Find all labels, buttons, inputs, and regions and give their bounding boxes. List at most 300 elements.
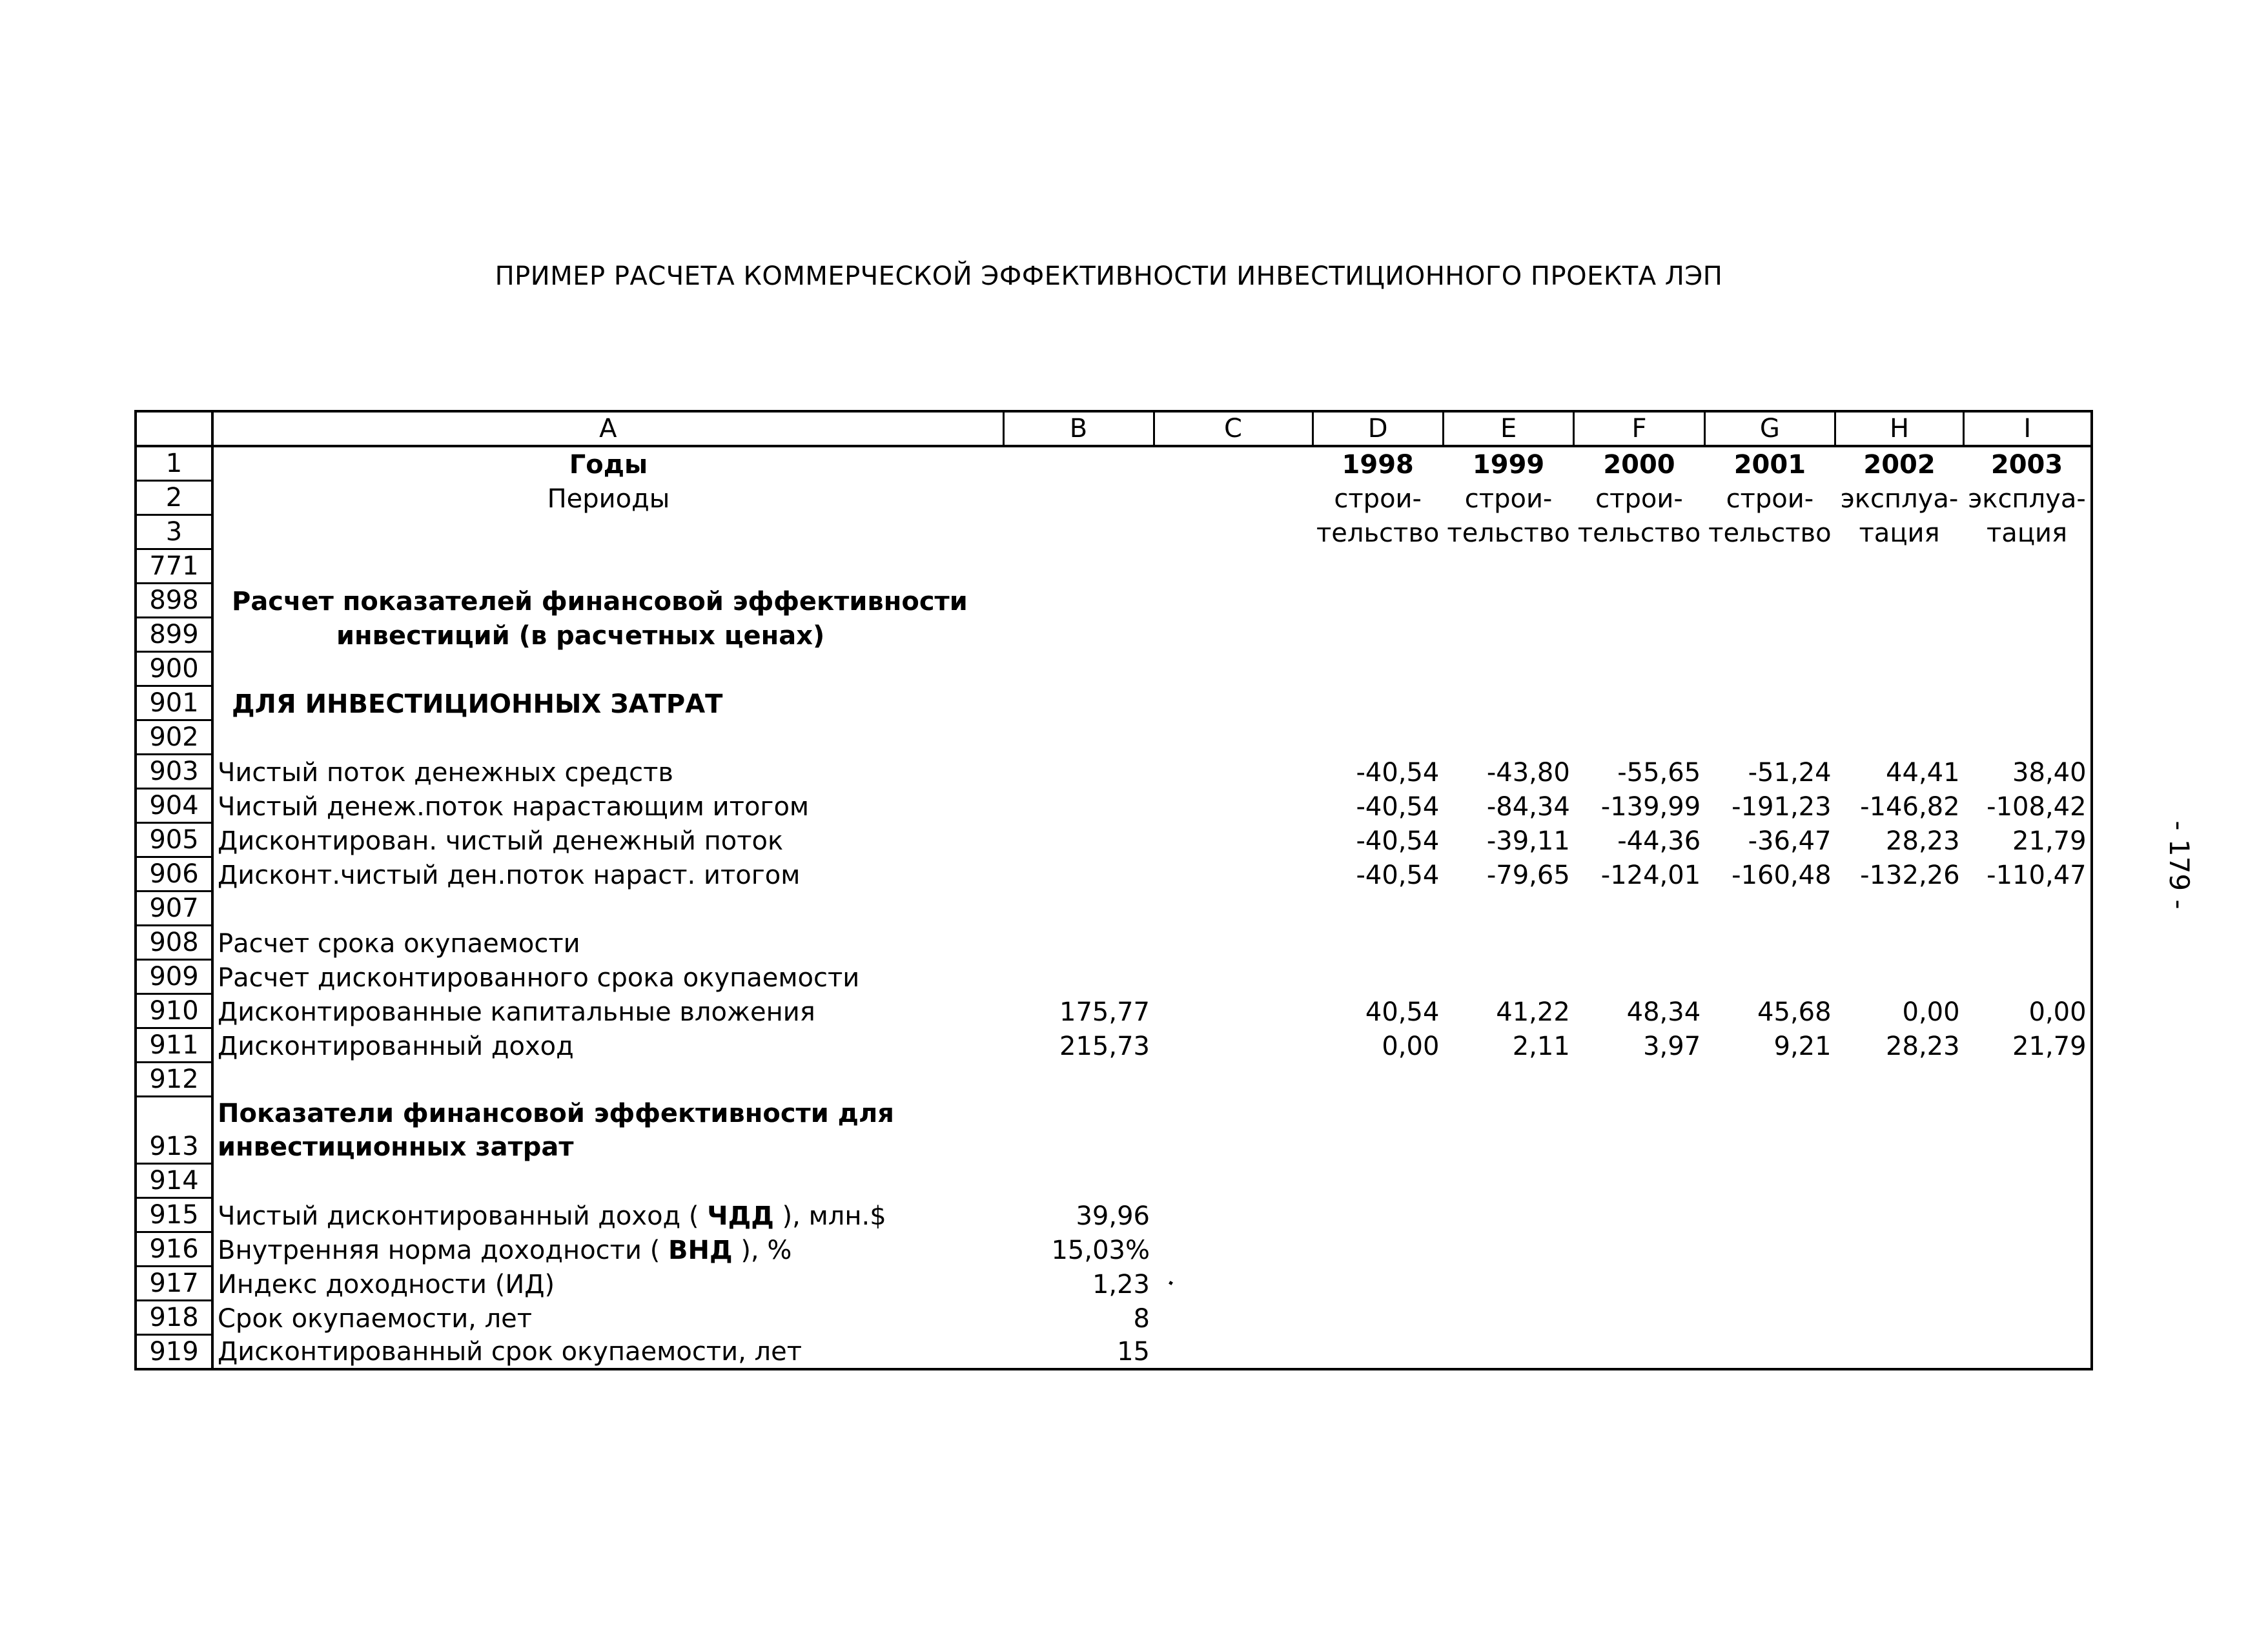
cell-g xyxy=(1704,720,1835,755)
row-label: Чистый денеж.поток нарастающим итогом xyxy=(218,791,810,822)
cell-h xyxy=(1835,960,1964,994)
cell-b xyxy=(1003,1164,1154,1198)
row-label xyxy=(212,549,1003,584)
cell-f xyxy=(1574,1097,1704,1164)
cell-b: 15 xyxy=(1117,1337,1150,1367)
cell-i: -108,42 xyxy=(1987,791,2087,822)
row-label: Дисконт.чистый ден.поток нараст. итогом xyxy=(218,860,801,890)
table-row xyxy=(136,1164,2092,1198)
row-label-text: ), % xyxy=(732,1235,792,1265)
cell-f xyxy=(1574,584,1704,618)
cell-g: 45,68 xyxy=(1757,997,1832,1027)
cell-i: 38,40 xyxy=(2012,757,2087,788)
table-row xyxy=(136,1335,2092,1370)
table-row xyxy=(136,584,2092,618)
column-header-d: D xyxy=(1313,411,1443,446)
cell-d xyxy=(1313,1063,1443,1097)
cell-i xyxy=(1964,686,2092,720)
column-header-b: B xyxy=(1003,411,1154,446)
cell-g: -191,23 xyxy=(1732,791,1832,822)
row-label: Расчет срока окупаемости xyxy=(218,928,580,959)
row-label: Срок окупаемости, лет xyxy=(218,1303,533,1334)
cell-c xyxy=(1154,926,1313,960)
year-2000: 2000 xyxy=(1603,449,1675,480)
row-number: 902 xyxy=(136,720,212,755)
cell-b: 15,03% xyxy=(1051,1235,1150,1265)
cell-f xyxy=(1574,652,1704,686)
cell-b: 215,73 xyxy=(1059,1031,1150,1061)
cell-e xyxy=(1443,652,1573,686)
cell-i: -110,47 xyxy=(1987,860,2087,890)
table-row xyxy=(136,1097,2092,1164)
cell-e xyxy=(1443,1063,1573,1097)
table-row xyxy=(136,1301,2092,1335)
cell-f xyxy=(1574,891,1704,926)
period-top-d: строи- xyxy=(1334,484,1422,514)
cell-c xyxy=(1154,1267,1313,1301)
cell-e xyxy=(1443,584,1573,618)
cell-e: -39,11 xyxy=(1486,826,1570,856)
cell-c xyxy=(1154,789,1313,823)
cell-e xyxy=(1443,720,1573,755)
row-number: 906 xyxy=(136,857,212,891)
cell-g: -36,47 xyxy=(1748,826,1832,856)
row-label-line: инвестиционных затрат xyxy=(218,1132,574,1162)
row-number: 909 xyxy=(136,960,212,994)
cell-d xyxy=(1313,1335,1443,1370)
cell-i xyxy=(1964,926,2092,960)
cell-h xyxy=(1835,584,1964,618)
cell-e: -84,34 xyxy=(1486,791,1570,822)
cell-f xyxy=(1574,720,1704,755)
cell-g xyxy=(1704,1164,1835,1198)
cell-d xyxy=(1313,652,1443,686)
cell-c xyxy=(1154,618,1313,652)
cell-d xyxy=(1313,584,1443,618)
cell-d xyxy=(1313,686,1443,720)
row-number: 918 xyxy=(136,1301,212,1335)
corner-cell xyxy=(136,411,212,446)
cell-i xyxy=(1964,720,2092,755)
row-label xyxy=(212,1164,1003,1198)
cell-e xyxy=(1443,1301,1573,1335)
cell-g xyxy=(1704,1232,1835,1267)
cell-c xyxy=(1154,1301,1313,1335)
cell-c xyxy=(1154,1335,1313,1370)
cell-h xyxy=(1835,652,1964,686)
cell-d xyxy=(1313,1097,1443,1164)
cell-h xyxy=(1835,891,1964,926)
row-number: 916 xyxy=(136,1232,212,1267)
table-row xyxy=(136,755,2092,789)
table-row xyxy=(136,789,2092,823)
cell-e xyxy=(1443,1164,1573,1198)
cell-c xyxy=(1154,686,1313,720)
cell-f xyxy=(1574,618,1704,652)
column-header-a: A xyxy=(212,411,1003,446)
cell-b xyxy=(1003,652,1154,686)
period-bottom-h: тация xyxy=(1859,518,1940,548)
row-number: 917 xyxy=(136,1267,212,1301)
cell-c xyxy=(1154,1097,1313,1164)
cell-i xyxy=(1964,1198,2092,1232)
cell-i xyxy=(1964,549,2092,584)
year-1999: 1999 xyxy=(1472,449,1545,480)
cell-i xyxy=(1964,1267,2092,1301)
cell-b xyxy=(1003,891,1154,926)
cell-c xyxy=(1154,549,1313,584)
cell-i: 0,00 xyxy=(2028,997,2087,1027)
row-label-text: Чистый дисконтированный доход ( xyxy=(218,1201,708,1231)
period-top-h: эксплуа- xyxy=(1840,484,1959,514)
cell-d xyxy=(1313,891,1443,926)
cell-f xyxy=(1574,1164,1704,1198)
cell-b xyxy=(1003,926,1154,960)
column-header-g: G xyxy=(1704,411,1835,446)
year-2002: 2002 xyxy=(1863,449,1936,480)
cell-f xyxy=(1574,960,1704,994)
cell-e xyxy=(1443,1335,1573,1370)
cell-g: -160,48 xyxy=(1732,860,1832,890)
row-number: 2 xyxy=(136,481,212,515)
table-row xyxy=(136,1063,2092,1097)
cell-b xyxy=(1003,789,1154,823)
row-number: 915 xyxy=(136,1198,212,1232)
cell-h: 28,23 xyxy=(1886,1031,1960,1061)
period-bottom-i: тация xyxy=(1987,518,2068,548)
cell-h: -132,26 xyxy=(1860,860,1960,890)
row-number: 899 xyxy=(136,618,212,652)
cell-f xyxy=(1574,1063,1704,1097)
cell-h xyxy=(1835,1063,1964,1097)
page-title: ПРИМЕР РАСЧЕТА КОММЕРЧЕСКОЙ ЭФФЕКТИВНОСТИ ИНВЕСТИЦИОННОГО ПРОЕКТА ЛЭП xyxy=(495,261,1723,291)
periods-row-top xyxy=(136,481,2092,515)
row-label xyxy=(212,891,1003,926)
row-label-text: Внутренняя норма доходности ( xyxy=(218,1235,669,1265)
cell-d: -40,54 xyxy=(1356,757,1440,788)
cell-f xyxy=(1574,1335,1704,1370)
year-1998: 1998 xyxy=(1342,449,1414,480)
periods-row-bottom xyxy=(136,515,2092,549)
years-label: Годы xyxy=(569,449,648,480)
row-label: инвестиций (в расчетных ценах) xyxy=(336,620,825,651)
cell-g xyxy=(1704,891,1835,926)
row-number: 919 xyxy=(136,1335,212,1370)
cell-c xyxy=(1154,1028,1313,1063)
cell-f: -55,65 xyxy=(1617,757,1701,788)
cell-g xyxy=(1704,1097,1835,1164)
cell-c xyxy=(1154,857,1313,891)
row-number: 903 xyxy=(136,755,212,789)
row-number: 898 xyxy=(136,584,212,618)
row-number: 900 xyxy=(136,652,212,686)
table-row xyxy=(136,926,2092,960)
table-row xyxy=(136,1198,2092,1232)
cell-i xyxy=(1964,584,2092,618)
period-bottom-g: тельство xyxy=(1708,518,1832,548)
cell-d xyxy=(1313,960,1443,994)
row-label xyxy=(212,1232,1003,1267)
cell-i xyxy=(1964,652,2092,686)
cell-i xyxy=(1964,960,2092,994)
row-number: 910 xyxy=(136,994,212,1028)
row-number: 914 xyxy=(136,1164,212,1198)
cell-e: 2,11 xyxy=(1512,1031,1570,1061)
year-2003: 2003 xyxy=(1990,449,2063,480)
row-number: 907 xyxy=(136,891,212,926)
cell-e xyxy=(1443,1097,1573,1164)
cell-e xyxy=(1443,686,1573,720)
cell-f: -124,01 xyxy=(1600,860,1701,890)
cell-h xyxy=(1835,1097,1964,1164)
cell-e xyxy=(1443,926,1573,960)
cell-e: -43,80 xyxy=(1486,757,1570,788)
row-label: Индекс доходности (ИД) xyxy=(218,1269,555,1299)
cell-i xyxy=(1964,1301,2092,1335)
cell-c xyxy=(1154,755,1313,789)
cell-d xyxy=(1313,1164,1443,1198)
row-number: 904 xyxy=(136,789,212,823)
cell-g: 9,21 xyxy=(1773,1031,1832,1061)
cell-h: 0,00 xyxy=(1902,997,1960,1027)
period-top-f: строи- xyxy=(1595,484,1683,514)
row-label: Дисконтированный срок окупаемости, лет xyxy=(218,1337,802,1367)
cell-g xyxy=(1704,549,1835,584)
column-header-c: C xyxy=(1154,411,1313,446)
cell-h: -146,82 xyxy=(1860,791,1960,822)
row-label: Расчет показателей финансовой эффективности xyxy=(232,586,968,616)
cell-c xyxy=(1154,960,1313,994)
cell-h xyxy=(1835,686,1964,720)
row-number: 912 xyxy=(136,1063,212,1097)
row-label-abbreviation: ВНД xyxy=(668,1235,733,1265)
table-row xyxy=(136,618,2092,652)
cell-e xyxy=(1443,618,1573,652)
cell-e xyxy=(1443,549,1573,584)
cell-i xyxy=(1964,1335,2092,1370)
cell-e xyxy=(1443,1198,1573,1232)
cell-g xyxy=(1704,926,1835,960)
table-row xyxy=(136,1028,2092,1063)
table-row xyxy=(136,1267,2092,1301)
cell-c xyxy=(1154,891,1313,926)
cell-c xyxy=(1154,823,1313,857)
cell-d xyxy=(1313,1198,1443,1232)
cell-e: -79,65 xyxy=(1486,860,1570,890)
cell-c xyxy=(1154,652,1313,686)
cell-h xyxy=(1835,1301,1964,1335)
row-label xyxy=(212,1097,1003,1164)
cell-h xyxy=(1835,720,1964,755)
periods-label: Периоды xyxy=(547,484,670,514)
row-label-text: ), млн.$ xyxy=(773,1201,886,1231)
cell-b xyxy=(1003,584,1154,618)
cell-c xyxy=(1154,584,1313,618)
period-top-i: эксплуа- xyxy=(1968,484,2086,514)
page-number: - 179 - xyxy=(2163,820,2195,910)
cell-i xyxy=(1964,1232,2092,1267)
cell-h xyxy=(1835,549,1964,584)
cell-i xyxy=(1964,618,2092,652)
cell-g xyxy=(1704,1267,1835,1301)
cell-b xyxy=(1003,686,1154,720)
table-row xyxy=(136,960,2092,994)
cell-e xyxy=(1443,1232,1573,1267)
row-label-abbreviation: ЧДД xyxy=(707,1201,774,1231)
cell-i xyxy=(1964,891,2092,926)
row-label xyxy=(212,1063,1003,1097)
row-number: 911 xyxy=(136,1028,212,1063)
cell-g xyxy=(1704,686,1835,720)
cell-b xyxy=(1003,823,1154,857)
cell-c xyxy=(1154,1063,1313,1097)
period-bottom-d: тельство xyxy=(1316,518,1440,548)
years-row xyxy=(136,446,2092,481)
cell-d: -40,54 xyxy=(1356,860,1440,890)
table-row xyxy=(136,549,2092,584)
row-label: Дисконтирован. чистый денежный поток xyxy=(218,826,784,856)
row-number: 3 xyxy=(136,515,212,549)
table-row xyxy=(136,720,2092,755)
cell-c xyxy=(1154,994,1313,1028)
cell-f xyxy=(1574,1232,1704,1267)
row-number: 905 xyxy=(136,823,212,857)
cell-f xyxy=(1574,1198,1704,1232)
cell-b xyxy=(1003,1097,1154,1164)
period-bottom-f: тельство xyxy=(1577,518,1701,548)
cell-e xyxy=(1443,960,1573,994)
column-header-e: E xyxy=(1443,411,1573,446)
table-row xyxy=(136,857,2092,891)
cell-h xyxy=(1835,926,1964,960)
cell-f xyxy=(1574,686,1704,720)
cell-d xyxy=(1313,926,1443,960)
table-row xyxy=(136,994,2092,1028)
cell-f xyxy=(1574,1301,1704,1335)
table-row xyxy=(136,686,2092,720)
cell-f xyxy=(1574,549,1704,584)
cell-f: -44,36 xyxy=(1617,826,1701,856)
cell-c xyxy=(1154,1198,1313,1232)
cell-d xyxy=(1313,1301,1443,1335)
row-label: Дисконтированные капитальные вложения xyxy=(218,997,815,1027)
cell-h: 44,41 xyxy=(1886,757,1960,788)
row-number: 901 xyxy=(136,686,212,720)
cell-g xyxy=(1704,618,1835,652)
cell-b xyxy=(1003,755,1154,789)
column-header-h: H xyxy=(1835,411,1964,446)
row-label xyxy=(212,1198,1003,1232)
table-row xyxy=(136,891,2092,926)
cell-g xyxy=(1704,1063,1835,1097)
cell-h xyxy=(1835,1335,1964,1370)
cell-i: 21,79 xyxy=(2012,1031,2087,1061)
cell-b xyxy=(1003,857,1154,891)
row-label xyxy=(212,652,1003,686)
cell-f: -139,99 xyxy=(1600,791,1701,822)
cell-d: -40,54 xyxy=(1356,791,1440,822)
cell-i xyxy=(1964,1063,2092,1097)
row-label-line: Показатели финансовой эффективности для xyxy=(218,1098,894,1128)
cell-c xyxy=(1154,1232,1313,1267)
cell-b xyxy=(1003,549,1154,584)
cell-d xyxy=(1313,720,1443,755)
row-label: Чистый поток денежных средств xyxy=(218,757,673,788)
cell-d xyxy=(1313,1267,1443,1301)
cell-b: 1,23 xyxy=(1092,1269,1150,1299)
cell-h xyxy=(1835,618,1964,652)
year-2001: 2001 xyxy=(1733,449,1806,480)
table-row xyxy=(136,1232,2092,1267)
cell-e xyxy=(1443,1267,1573,1301)
cell-d: 0,00 xyxy=(1382,1031,1440,1061)
period-top-e: строи- xyxy=(1464,484,1553,514)
row-number: 908 xyxy=(136,926,212,960)
table-row xyxy=(136,823,2092,857)
row-label: Дисконтированный доход xyxy=(218,1031,574,1061)
cell-d xyxy=(1313,618,1443,652)
cell-d: 40,54 xyxy=(1365,997,1440,1027)
cell-g xyxy=(1704,1335,1835,1370)
table-row xyxy=(136,652,2092,686)
cell-f: 48,34 xyxy=(1626,997,1701,1027)
cell-i xyxy=(1964,1097,2092,1164)
period-top-g: строи- xyxy=(1726,484,1814,514)
cell-b: 175,77 xyxy=(1059,997,1150,1027)
cell-b xyxy=(1003,720,1154,755)
column-header-f: F xyxy=(1574,411,1704,446)
cell-h xyxy=(1835,1267,1964,1301)
period-bottom-e: тельство xyxy=(1447,518,1570,548)
column-header-i: I xyxy=(1964,411,2092,446)
cell-g xyxy=(1704,960,1835,994)
row-number: 913 xyxy=(136,1097,212,1164)
cell-d: -40,54 xyxy=(1356,826,1440,856)
cell-b xyxy=(1003,960,1154,994)
cell-g xyxy=(1704,584,1835,618)
cell-g xyxy=(1704,1301,1835,1335)
cell-h xyxy=(1835,1198,1964,1232)
cell-c xyxy=(1154,1164,1313,1198)
cell-i: 21,79 xyxy=(2012,826,2087,856)
cell-e xyxy=(1443,891,1573,926)
cell-h xyxy=(1835,1232,1964,1267)
cell-b xyxy=(1003,1063,1154,1097)
cell-g: -51,24 xyxy=(1748,757,1832,788)
cell-g xyxy=(1704,652,1835,686)
cell-d xyxy=(1313,549,1443,584)
cell-f xyxy=(1574,926,1704,960)
row-number: 771 xyxy=(136,549,212,584)
row-label: ДЛЯ ИНВЕСТИЦИОННЫХ ЗАТРАТ xyxy=(232,689,723,719)
cell-d xyxy=(1313,1232,1443,1267)
cell-c xyxy=(1154,720,1313,755)
row-label xyxy=(212,720,1003,755)
cell-e: 41,22 xyxy=(1496,997,1570,1027)
cell-i xyxy=(1964,1164,2092,1198)
column-header-row xyxy=(136,411,2092,446)
row-number: 1 xyxy=(136,446,212,481)
cell-b: 39,96 xyxy=(1076,1201,1150,1231)
cell-b xyxy=(1003,618,1154,652)
row-label: Расчет дисконтированного срока окупаемости xyxy=(218,962,860,993)
cell-h xyxy=(1835,1164,1964,1198)
cell-g xyxy=(1704,1198,1835,1232)
financial-efficiency-table xyxy=(134,410,2093,1370)
cell-h: 28,23 xyxy=(1886,826,1960,856)
cell-f xyxy=(1574,1267,1704,1301)
cell-b: 8 xyxy=(1133,1303,1150,1334)
